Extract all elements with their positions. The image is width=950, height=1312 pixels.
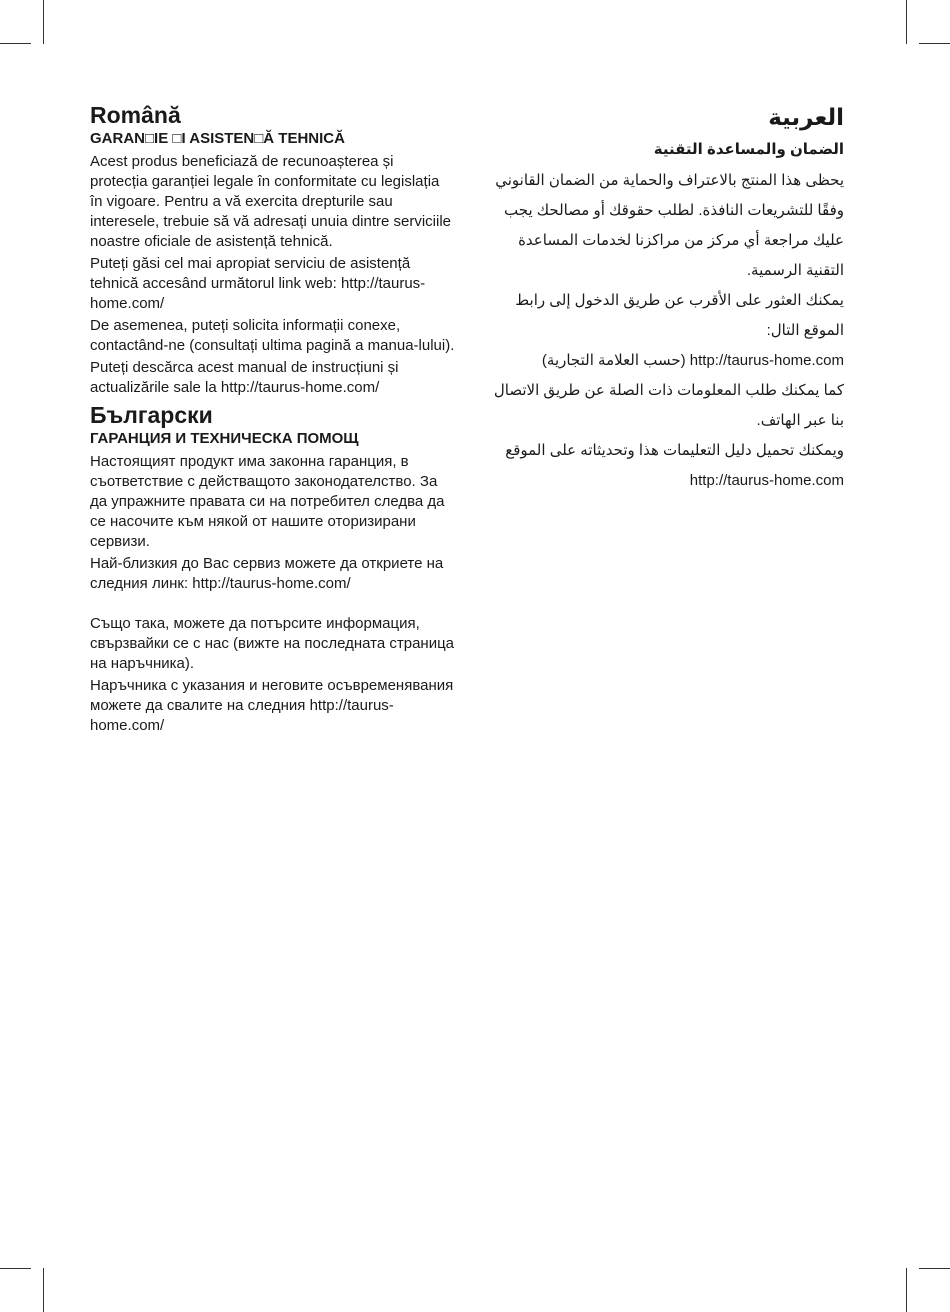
bulgarian-heading: ГАРАНЦИЯ И ТЕХНИЧЕСКА ПОМОЩ <box>90 430 359 447</box>
arabic-section <box>478 100 844 496</box>
crop-mark <box>0 1268 31 1269</box>
arabic-paragraph: يحظى هذا المنتج بالاعتراف والحماية من الضمان القانوني وفقًا للتشريعات النافذة. لطلب حقوقك أو مصالحك يجب عليك مراجعة أي مركز من مراكزنا لخدمات المساعدة التقنية الرسمية. <box>495 172 844 279</box>
bulgarian-paragraph: Също така, можете да потърсите информация, свързвайки се с нас (вижте на последната страница на наръчника). <box>90 615 455 672</box>
crop-mark <box>43 1268 44 1312</box>
arabic-title: العربية <box>768 104 844 130</box>
arabic-paragraph: http://taurus-home.com (حسب العلامة التجارية) <box>541 352 844 369</box>
romanian-section <box>90 100 455 398</box>
romanian-paragraph: De asemenea, puteți solicita informații conexe, contactând-ne (consultați ultima pagină a manua-lului). <box>90 317 455 354</box>
romanian-heading: GARAN□IE □I ASISTEN□Ă TEHNICĂ <box>90 130 345 147</box>
crop-mark <box>906 0 907 44</box>
bulgarian-paragraph: Най-близкия до Вас сервиз можете да откриете на следния линк: http://taurus-home.com/ <box>90 555 444 592</box>
spacer <box>90 596 455 614</box>
arabic-paragraph: يمكنك العثور على الأقرب عن طريق الدخول إلى رابط الموقع التال: <box>515 292 844 339</box>
romanian-paragraph: Puteți descărca acest manual de instrucțiuni și actualizările sale la http://taurus-home.com/ <box>90 359 399 396</box>
crop-mark <box>919 43 950 44</box>
romanian-title: Română <box>90 102 181 128</box>
arabic-paragraph: ويمكنك تحميل دليل التعليمات هذا وتحديثاته على الموقع http://taurus-home.com <box>505 442 844 489</box>
arabic-heading: الضمان والمساعدة التقنية <box>653 141 844 158</box>
crop-mark <box>919 1268 950 1269</box>
bulgarian-paragraph: Настоящият продукт има законна гаранция, в съответствие с действащото законодателство. За да упражните правата си на потребител следва да се насочите към някой от нашите оторизирани сервизи. <box>90 453 445 550</box>
crop-mark <box>43 0 44 44</box>
bulgarian-title: Български <box>90 402 213 428</box>
bulgarian-paragraph: Наръчника с указания и неговите осъвременявания можете да свалите на следния http://taurus-home.com/ <box>90 677 454 734</box>
romanian-paragraph: Acest produs beneficiază de recunoașterea și protecția garanției legale în conformitate cu legislația în vigoare. Pentru a vă exercita drepturile sau interesele, trebuie să vă adresați unuia dintre serviciile noastre oficiale de asistență tehnică. <box>90 153 452 250</box>
romanian-paragraph: Puteți găsi cel mai apropiat serviciu de asistență tehnică accesând următorul link web: http://taurus-home.com/ <box>90 255 426 312</box>
bulgarian-section <box>90 400 455 736</box>
left-column <box>90 100 455 738</box>
crop-mark <box>906 1268 907 1312</box>
arabic-paragraph: كما يمكنك طلب المعلومات ذات الصلة عن طريق الاتصال بنا عبر الهاتف. <box>493 382 844 429</box>
crop-mark <box>0 43 31 44</box>
right-column <box>478 100 844 496</box>
